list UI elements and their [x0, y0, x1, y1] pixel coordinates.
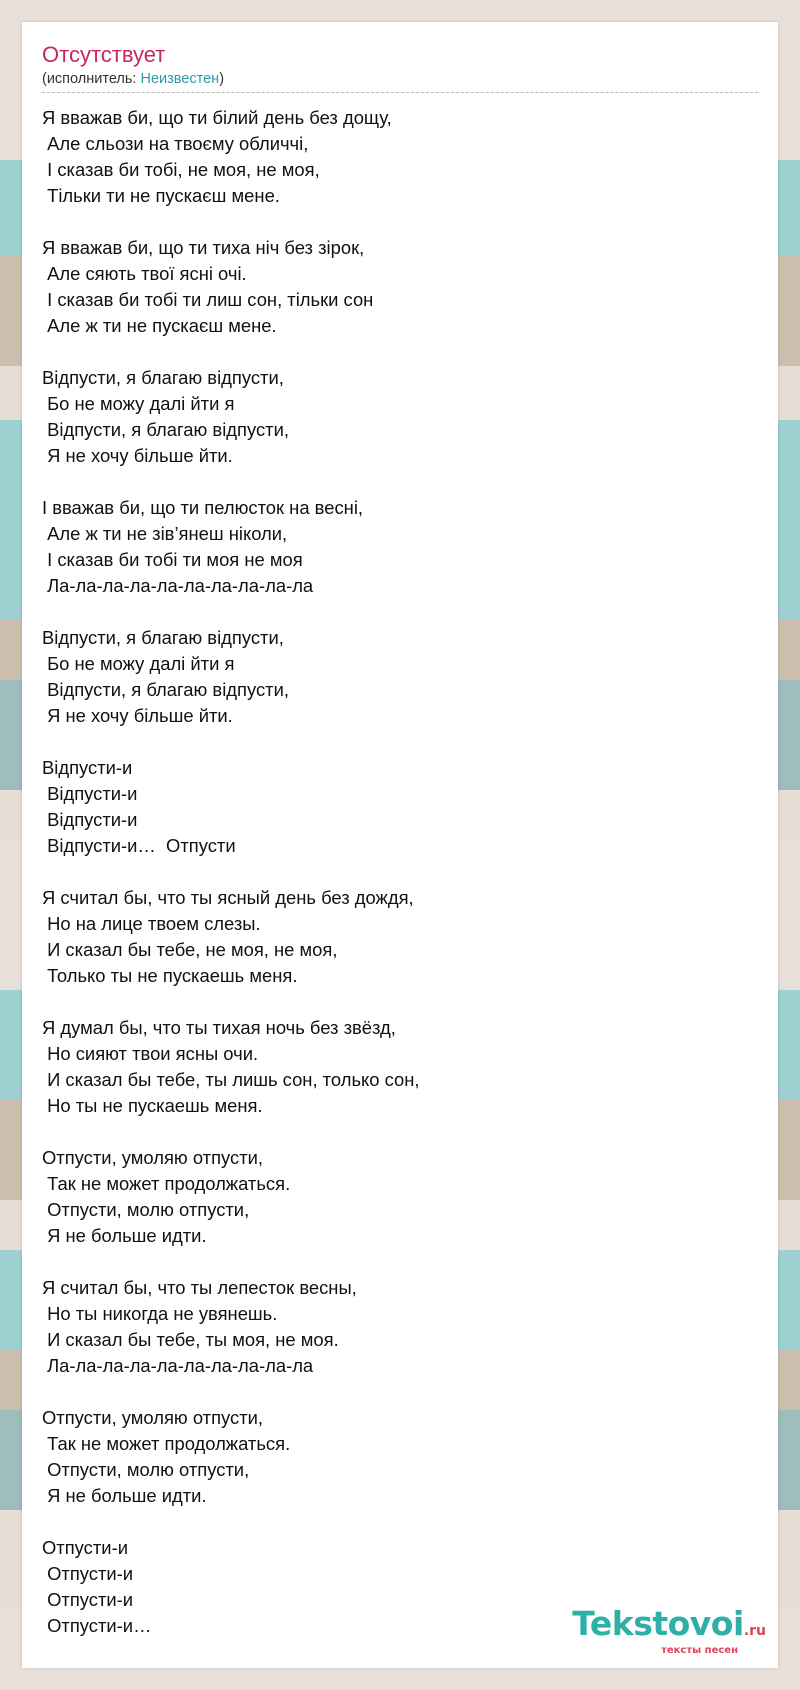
stanza-gap [42, 859, 758, 885]
lyric-line: И сказал бы тебе, не моя, не моя, [42, 939, 338, 960]
stanza-gap [42, 989, 758, 1015]
lyric-line: Відпусти, я благаю відпусти, [42, 627, 284, 648]
lyric-line: Я считал бы, что ты ясный день без дождя, [42, 887, 414, 908]
logo-wordmark [572, 1604, 766, 1648]
lyric-line: Я не хочу більше йти. [42, 705, 233, 726]
lyric-line: Ла-ла-ла-ла-ла-ла-ла-ла-ла-ла [42, 1355, 314, 1376]
lyric-line: Відпусти-и [42, 783, 138, 804]
lyric-line: Но на лице твоем слезы. [42, 913, 261, 934]
lyric-line: Відпусти-и… Отпусти [42, 835, 236, 856]
lyric-line: Я вважав би, що ти тиха ніч без зірок, [42, 237, 365, 258]
logo-main-text: Tekstovoi [572, 1604, 744, 1643]
lyric-line: Відпусти-и [42, 809, 138, 830]
lyric-line: Відпусти, я благаю відпусти, [42, 679, 289, 700]
lyric-line: Отпусти, молю отпусти, [42, 1199, 250, 1220]
stanza-gap [42, 599, 758, 625]
lyric-line: Але сльози на твоєму обличчі, [42, 133, 309, 154]
stanza-gap [42, 1119, 758, 1145]
artist-prefix: (исполнитель: [42, 71, 141, 87]
header-divider [42, 92, 758, 93]
lyric-line: Ла-ла-ла-ла-ла-ла-ла-ла-ла-ла [42, 575, 314, 596]
lyric-line: Но ты никогда не увянешь. [42, 1303, 278, 1324]
lyric-line: Відпусти, я благаю відпусти, [42, 419, 289, 440]
lyric-line: Отпусти-и [42, 1589, 134, 1610]
lyric-line: Так не может продолжаться. [42, 1173, 291, 1194]
lyric-line: Я не больше идти. [42, 1225, 207, 1246]
logo-tagline: тексты песен [661, 1645, 738, 1656]
lyric-line: Отпусти, умоляю отпусти, [42, 1407, 264, 1428]
lyric-line: Бо не можу далі йти я [42, 393, 235, 414]
lyric-line: Я думал бы, что ты тихая ночь без звёзд, [42, 1017, 396, 1038]
lyric-line: Я не больше идти. [42, 1485, 207, 1506]
site-logo[interactable] [572, 1604, 766, 1656]
lyric-line: Отпусти-и [42, 1537, 128, 1558]
lyric-line: І сказав би тобі ти моя не моя [42, 549, 303, 570]
lyric-line: Я не хочу більше йти. [42, 445, 233, 466]
lyric-line: Отпусти, молю отпусти, [42, 1459, 250, 1480]
stanza-gap [42, 209, 758, 235]
stanza-gap [42, 1509, 758, 1535]
lyric-line: Бо не можу далі йти я [42, 653, 235, 674]
lyric-line: Відпусти, я благаю відпусти, [42, 367, 284, 388]
lyric-line: І сказав би тобі ти лиш сон, тільки сон [42, 289, 374, 310]
stanza-gap [42, 1249, 758, 1275]
logo-suffix: .ru [743, 1623, 766, 1639]
song-title: Отсутствует [42, 42, 166, 67]
lyric-line: Тільки ти не пускаєш мене. [42, 185, 280, 206]
lyric-line: Отпусти-и [42, 1563, 134, 1584]
artist-link[interactable]: Неизвестен [140, 71, 220, 87]
artist-suffix: ) [219, 71, 225, 87]
lyric-line: Отпусти-и… [42, 1615, 152, 1636]
lyric-line: Но сияют твои ясны очи. [42, 1043, 259, 1064]
stanza-gap [42, 339, 758, 365]
lyric-line: Але сяють твої ясні очі. [42, 263, 247, 284]
stanza-gap [42, 729, 758, 755]
lyric-line: Я считал бы, что ты лепесток весны, [42, 1277, 357, 1298]
lyric-line: І вважав би, що ти пелюсток на весні, [42, 497, 364, 518]
lyric-line: Только ты не пускаешь меня. [42, 965, 298, 986]
lyrics-text [42, 105, 758, 1639]
lyric-line: Я вважав би, що ти білий день без дощу, [42, 107, 392, 128]
lyric-line: Відпусти-и [42, 757, 133, 778]
lyrics-card [22, 22, 778, 1668]
lyric-line: И сказал бы тебе, ты моя, не моя. [42, 1329, 339, 1350]
lyric-line: І сказав би тобі, не моя, не моя, [42, 159, 320, 180]
lyric-line: И сказал бы тебе, ты лишь сон, только сон, [42, 1069, 420, 1090]
lyric-line: Але ж ти не пускаєш мене. [42, 315, 277, 336]
song-header [42, 42, 758, 88]
stanza-gap [42, 1379, 758, 1405]
artist-line [42, 70, 758, 88]
stanza-gap [42, 469, 758, 495]
lyric-line: Але ж ти не зів’янеш ніколи, [42, 523, 288, 544]
lyric-line: Отпусти, умоляю отпусти, [42, 1147, 264, 1168]
lyric-line: Так не может продолжаться. [42, 1433, 291, 1454]
lyric-line: Но ты не пускаешь меня. [42, 1095, 263, 1116]
